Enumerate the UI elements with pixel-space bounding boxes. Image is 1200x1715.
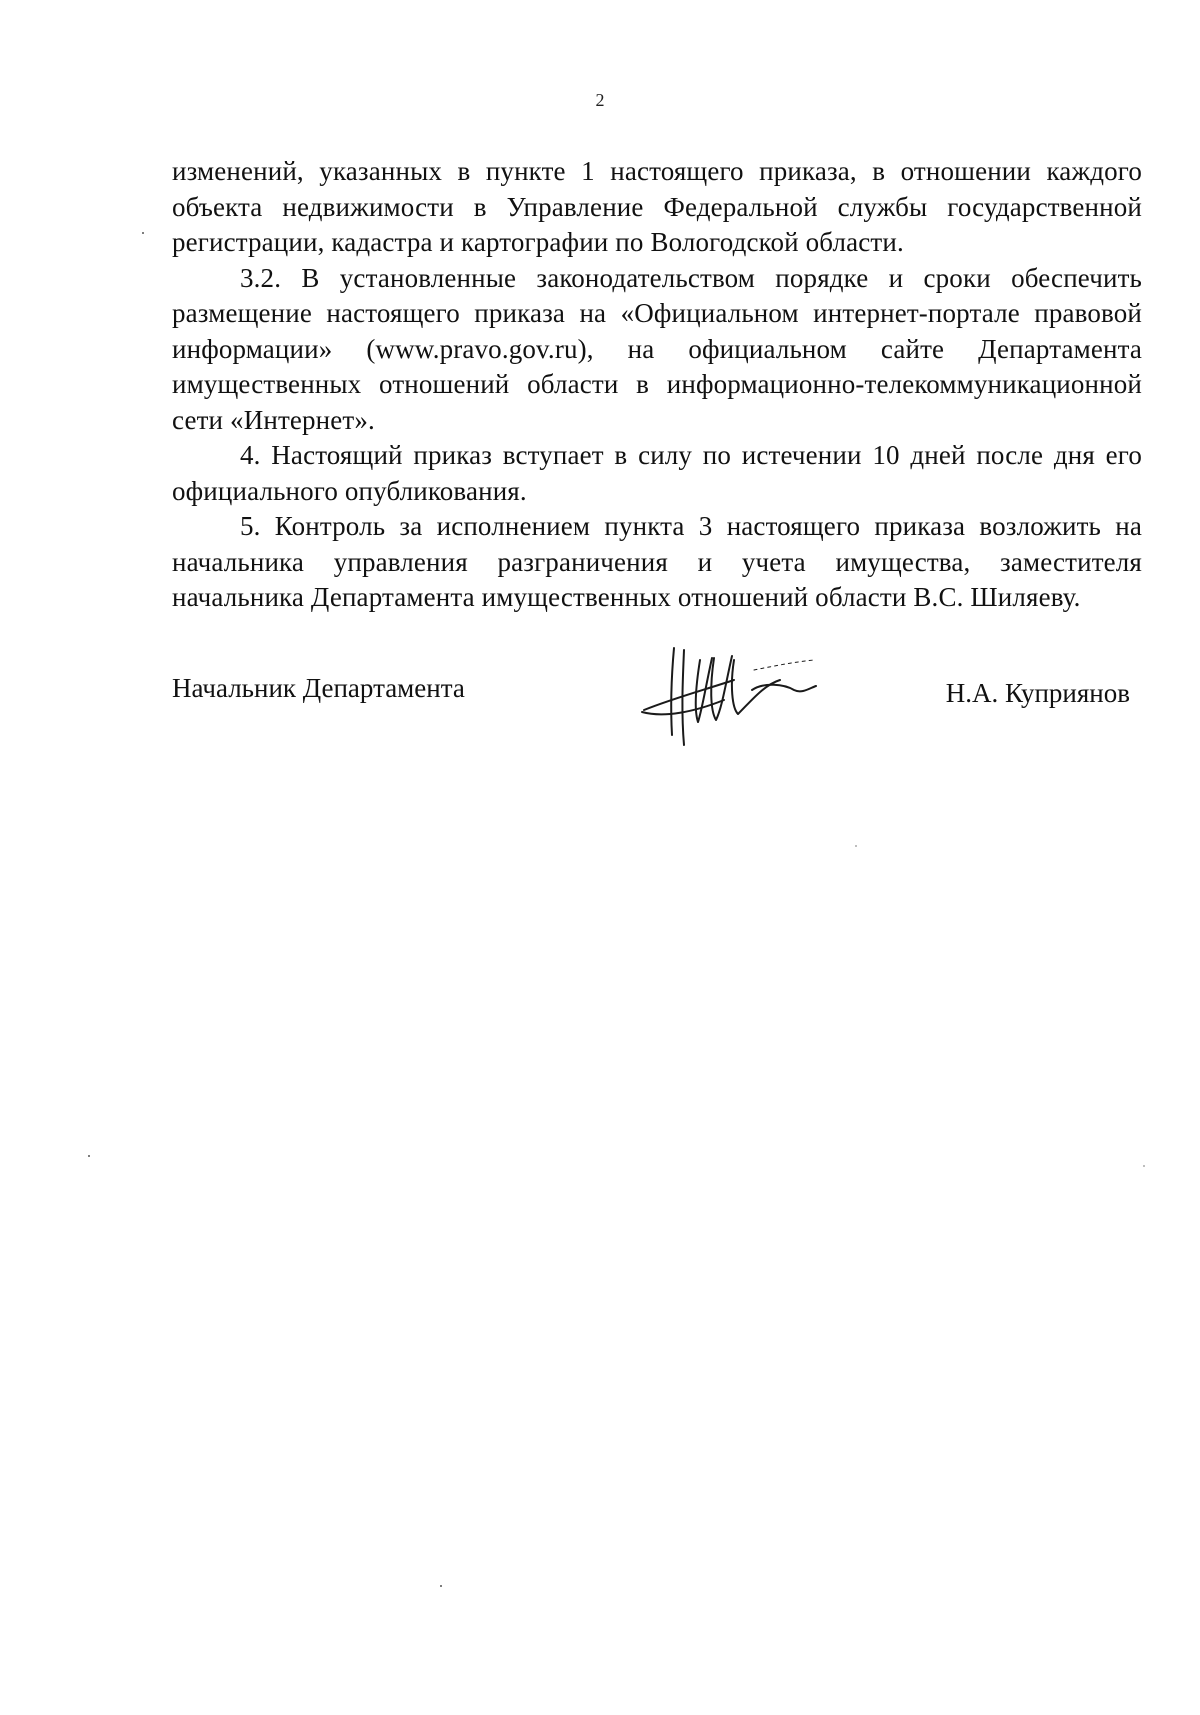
signatory-name: Н.А. Куприянов [945,678,1130,708]
scan-speck [440,1585,442,1587]
signatory-position: Начальник Департамента [172,673,465,703]
paragraph-5: 5. Контроль за исполнением пункта 3 настоящего приказа возложить на начальника управления разграничения и учета имущества, заместителя начальника Департамента имущественных отношений области В.С. Шиляеву. [172,511,1142,612]
paragraph-3-2: 3.2. В установленные законодательством порядке и сроки обеспечить размещение настоящего приказа на «Официальном интернет-портале правовой информации» (www.pravo.gov.ru), на официальном сайте Департамента имущественных отношений области в информационно-телекоммуникационной сети «Интернет». [172,262,1142,435]
signature-block [172,640,1142,750]
paragraph-4: 4. Настоящий приказ вступает в силу по истечении 10 дней после дня его официального опубликования. [172,440,1142,506]
page-number: 2 [595,90,605,110]
paragraph-continuation: изменений, указанных в пункте 1 настоящего приказа, в отношении каждого объекта недвижимости в Управление Федеральной службы государственной регистрации, кадастра и картографии по Вологодской области. [172,156,1142,257]
handwritten-signature [634,640,824,750]
scan-speck [855,845,857,847]
scan-speck [142,232,144,234]
document-body [172,154,1142,616]
scan-speck [88,1155,90,1157]
scan-speck [1143,1165,1145,1167]
